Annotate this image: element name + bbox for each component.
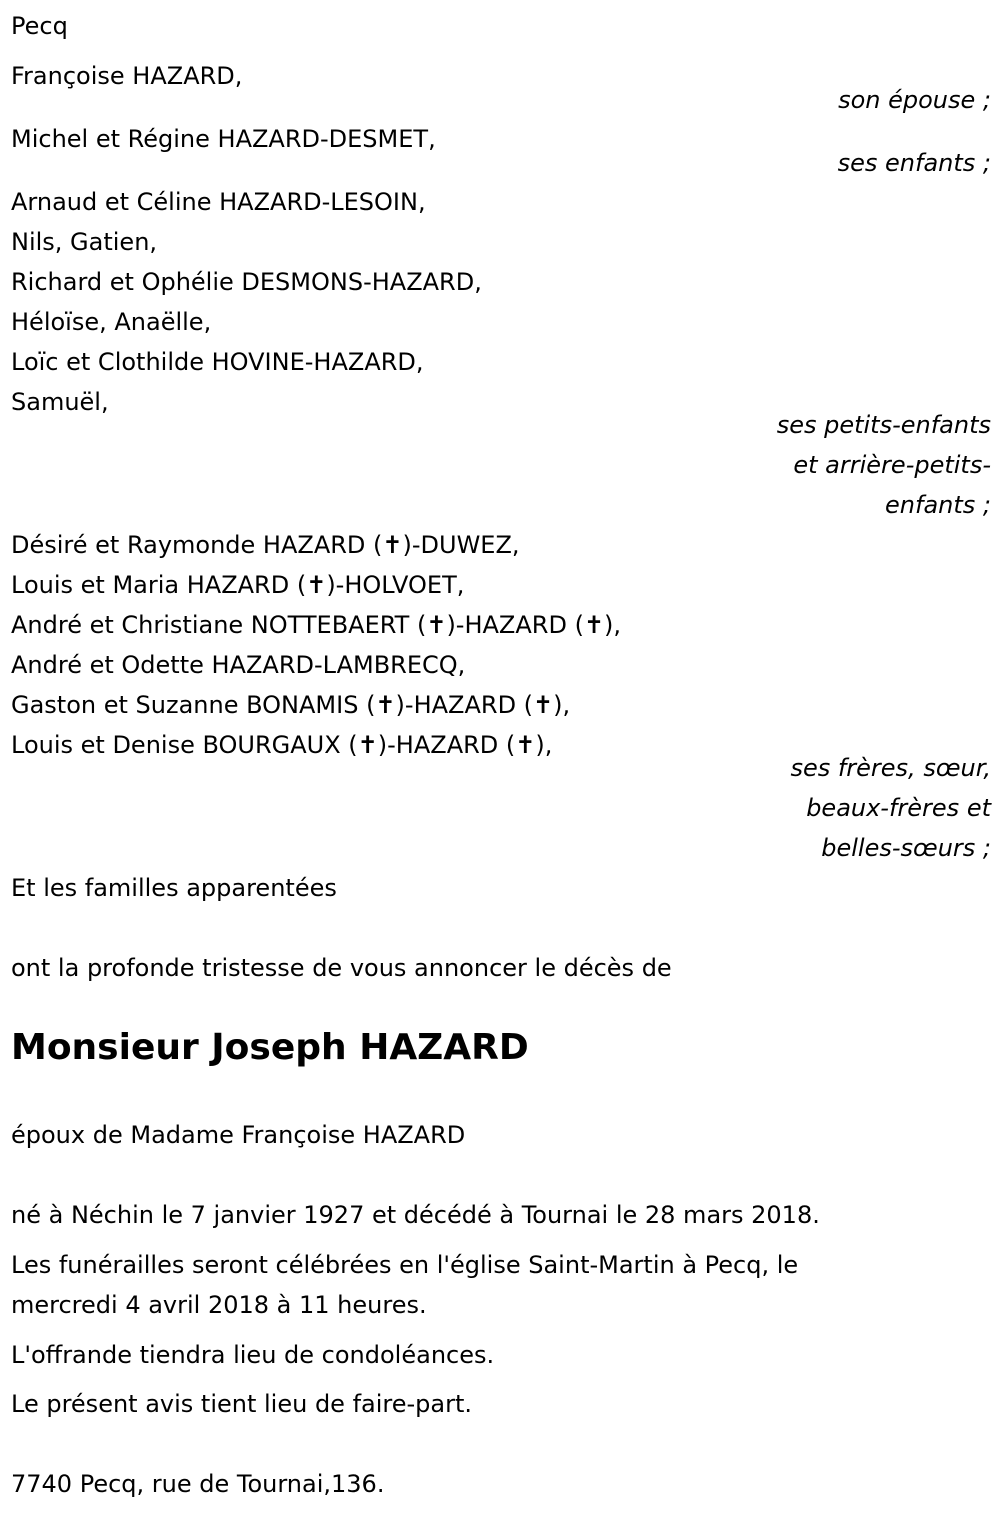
notice-note: Le présent avis tient lieu de faire-part. (11, 1390, 473, 1418)
funeral-details: Les funérailles seront célébrées en l'église Saint-Martin à Pecq, le (11, 1251, 799, 1279)
grandchildren-line: Samuël, (11, 388, 109, 416)
siblings-line: Désiré et Raymonde HAZARD (✝)-DUWEZ, (11, 531, 520, 559)
siblings-line: André et Christiane NOTTEBAERT (✝)-HAZARD (✝), (11, 611, 622, 639)
deceased-name: Monsieur Joseph HAZARD (11, 1027, 529, 1068)
siblings-line: Louis et Maria HAZARD (✝)-HOLVOET, (11, 571, 465, 599)
children-role: ses enfants ; (837, 149, 991, 177)
siblings-role: beaux-frères et (806, 794, 991, 822)
other-families: Et les familles apparentées (11, 874, 337, 902)
announcement: ont la profonde tristesse de vous annoncer le décès de (11, 954, 672, 982)
address: 7740 Pecq, rue de Tournai,136. (11, 1470, 385, 1498)
siblings-line: Louis et Denise BOURGAUX (✝)-HAZARD (✝), (11, 731, 553, 759)
location-header: Pecq (11, 12, 68, 40)
grandchildren-line: Arnaud et Céline HAZARD-LESOIN, (11, 188, 426, 216)
siblings-line: Gaston et Suzanne BONAMIS (✝)-HAZARD (✝), (11, 691, 571, 719)
grandchildren-line: Richard et Ophélie DESMONS-HAZARD, (11, 268, 482, 296)
spouse-role: son épouse ; (838, 86, 991, 114)
grandchildren-role: enfants ; (885, 491, 991, 519)
grandchildren-line: Loïc et Clothilde HOVINE-HAZARD, (11, 348, 424, 376)
siblings-role: belles-sœurs ; (821, 834, 991, 862)
children-names: Michel et Régine HAZARD-DESMET, (11, 125, 436, 153)
grandchildren-line: Héloïse, Anaëlle, (11, 308, 212, 336)
spouse-name: Françoise HAZARD, (11, 62, 243, 90)
siblings-line: André et Odette HAZARD-LAMBRECQ, (11, 651, 466, 679)
deceased-relation: époux de Madame Françoise HAZARD (11, 1121, 466, 1149)
grandchildren-line: Nils, Gatien, (11, 228, 158, 256)
grandchildren-role: et arrière-petits- (793, 451, 991, 479)
grandchildren-role: ses petits-enfants (776, 411, 991, 439)
siblings-role: ses frères, sœur, (790, 754, 991, 782)
birth-death-details: né à Néchin le 7 janvier 1927 et décédé à Tournai le 28 mars 2018. (11, 1201, 820, 1229)
funeral-details: mercredi 4 avril 2018 à 11 heures. (11, 1291, 427, 1319)
offering-note: L'offrande tiendra lieu de condoléances. (11, 1341, 495, 1369)
